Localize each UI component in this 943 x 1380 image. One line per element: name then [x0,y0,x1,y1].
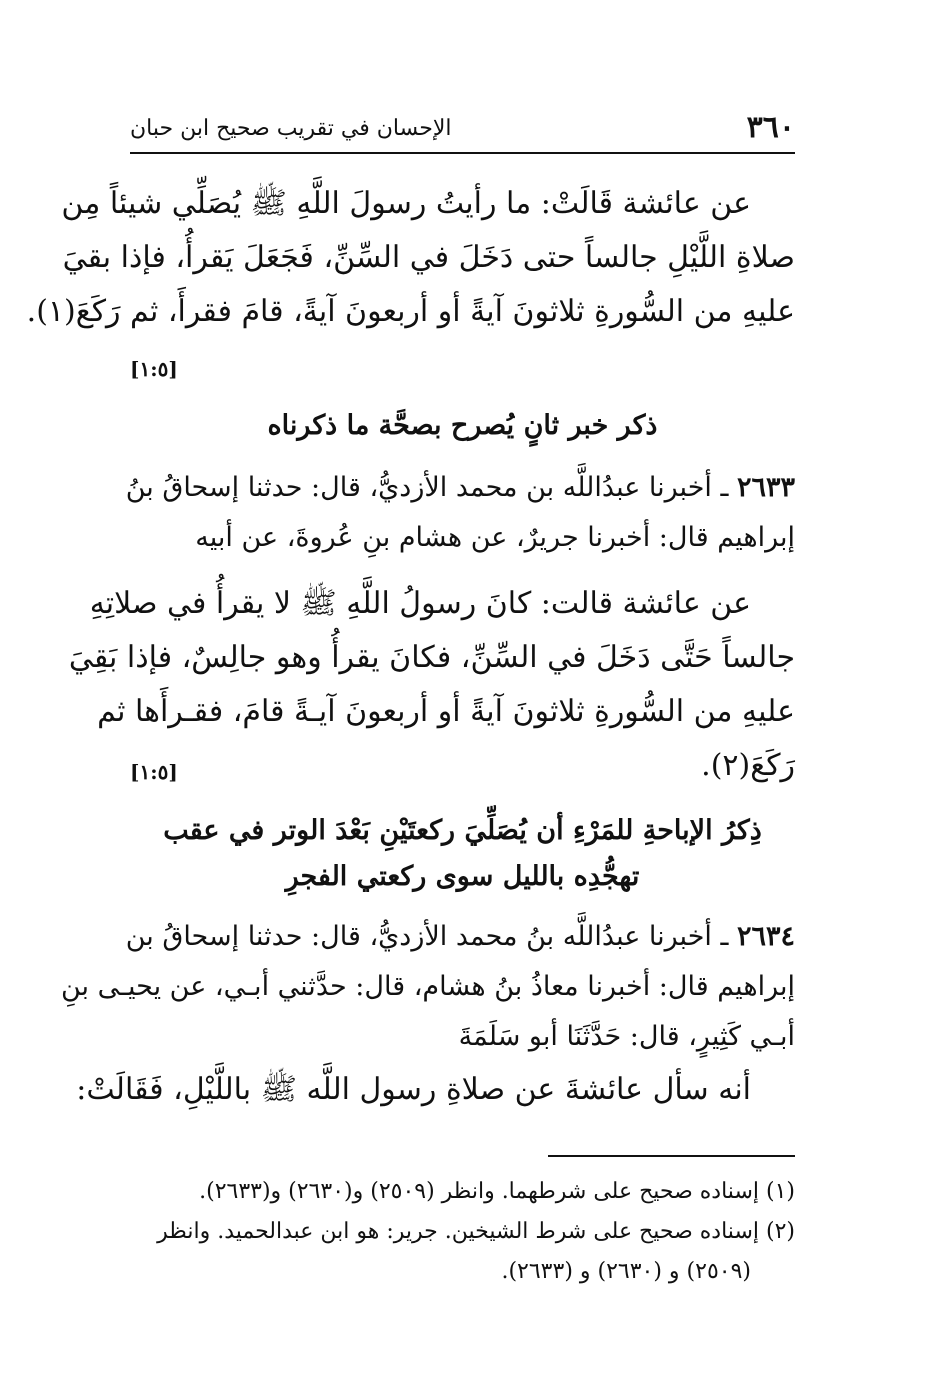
isnad-text: ـ أخبرنا عبدُاللَّه بن محمد الأزديُّ، قال: حدثنا إسحاقُ بنُ [125,472,729,503]
reference-tag: [١:٥] [130,760,178,784]
isnad-line: أبـي كَثِيرٍ، قال: حَدَّثَنَا أبو سَلَمَةَ [458,1021,795,1052]
footnotes [130,1172,795,1292]
footnote-line: (٢٥٠٩) و (٢٦٣٠) و (٢٦٣٣). [501,1259,751,1284]
page-number: ٣٦٠ [746,110,795,145]
isnad-line: إبراهيم قال: أخبرنا جريرٌ، عن هشام بنِ عُروةَ، عن أبيه [195,522,795,553]
section-heading [130,808,795,900]
matn-line: صلاةِ اللَّيْلِ جالساً حتى دَخَلَ في السِّنِّ، فَجَعَلَ يَقرأُ، فإذا بقيَ [62,240,795,275]
hadith-2633-matn [68,577,795,793]
footnote-line: (١) إسناده صحيح على شرطهما. وانظر (٢٥٠٩) و(٢٦٣٠) و(٢٦٣٣). [199,1179,795,1204]
hadith-number: ٢٦٣٣ [736,472,795,503]
isnad-line [125,463,795,513]
footnote-line: (٢) إسناده صحيح على شرط الشيخين. جرير: هو ابن عبدالحميد. وانظر [157,1219,795,1244]
header-rule [130,152,795,154]
hadith-2634-matn [76,1063,795,1117]
matn-line: عن عائشة قَالَتْ: ما رأيتُ رسولَ اللَّهِ ﷺ يُصَلِّي شيئاً مِن [61,186,751,221]
matn-line: عليهِ من السُّورةِ ثلاثونَ آيةً أو أربعونَ آيـةً قامَ، فقـرأَها ثم [97,694,795,729]
reference-tag: [١:٥] [130,357,178,381]
heading-line: تهجُّدِه بالليل سوى ركعتي الفجرِ [285,861,640,892]
matn-line: جالساً حَتَّى دَخَلَ في السِّنِّ، فكانَ يقرأُ وهو جالِسٌ، فإذا بَقِيَ [68,640,795,675]
matn-line: رَكَعَ(٢). [701,748,795,783]
running-title: الإحسان في تقريب صحيح ابن حبان [130,116,452,141]
page-header [130,108,795,148]
matn-line: أنه سأل عائشةَ عن صلاةِ رسول اللَّه ﷺ باللَّيْلِ، فَقَالَتْ: [76,1072,751,1107]
hadith-number: ٢٦٣٤ [736,921,795,952]
isnad-text: ـ أخبرنا عبدُاللَّه بنُ محمد الأزديُّ، قال: حدثنا إسحاقُ بن [125,921,729,952]
hadith-2634-isnad [60,912,795,1062]
matn-line: عليهِ من السُّورةِ ثلاثونَ آيةً أو أربعونَ آيةً، قامَ فقرأَ، ثم رَكَعَ(١). [26,294,795,329]
hadith-2633-isnad [125,463,795,563]
hadith-2632-matn [26,177,795,339]
heading-line: ذكر خبر ثانٍ يُصرح بصحَّة ما ذكرناه [267,410,658,441]
isnad-line [125,912,795,962]
matn-line: عن عائشة قالت: كانَ رسولُ اللَّهِ ﷺ لا يقرأُ في صلاتِهِ [89,586,751,621]
footnote-rule [548,1155,795,1157]
isnad-line: إبراهيم قال: أخبرنا معاذُ بنُ هشام، قال: حدَّثني أبـي، عن يحيـى بنِ [60,971,795,1002]
section-heading [130,403,795,449]
heading-line: ذِكرُ الإباحةِ للمَرْءِ أن يُصَلِّيَ ركعتَيْنِ بَعْدَ الوتر في عقب [163,815,762,846]
